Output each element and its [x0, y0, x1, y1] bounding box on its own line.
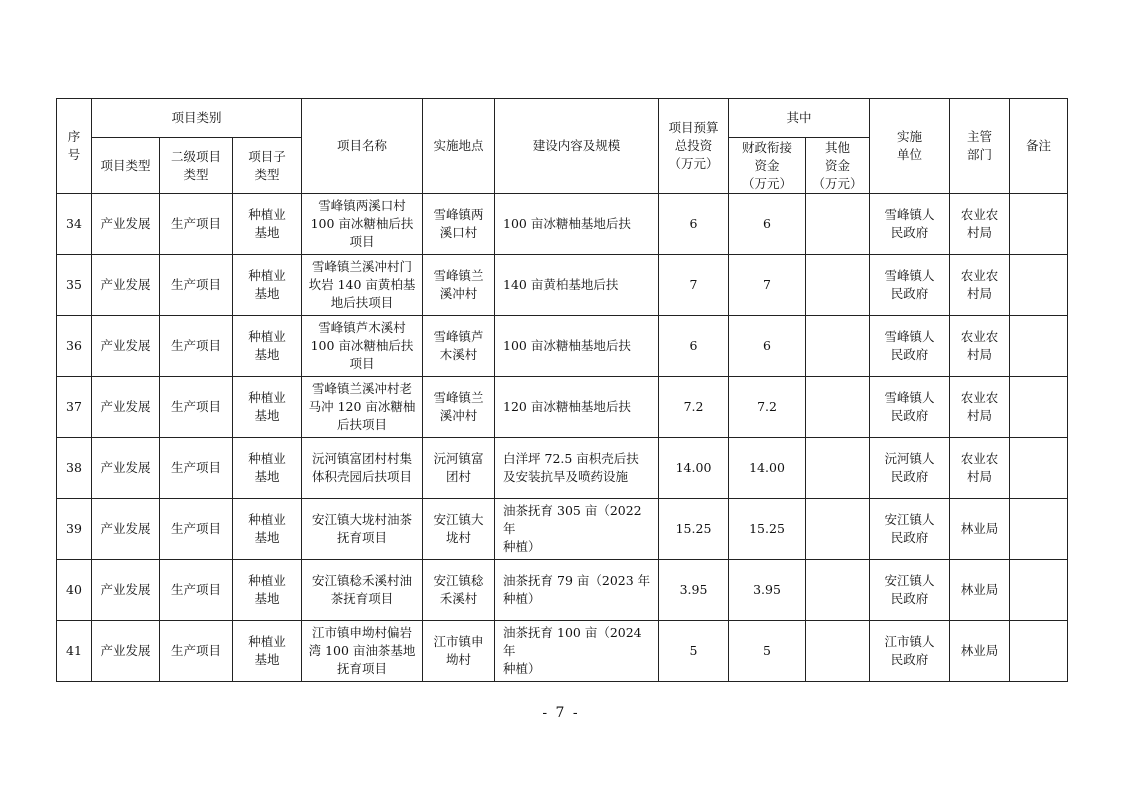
cell-department: 林业局: [950, 621, 1010, 682]
cell-total-budget: 5: [659, 621, 729, 682]
header-fiscal-fund: 财政衔接 资金 （万元）: [729, 138, 806, 194]
cell-project-name: 安江镇稔禾溪村油 茶抚育项目: [302, 560, 423, 621]
cell-sub-type: 种植业 基地: [233, 621, 302, 682]
cell-content: 白洋坪 72.5 亩枳壳后扶 及安装抗旱及喷药设施: [495, 438, 659, 499]
header-remark: 备注: [1010, 99, 1068, 194]
cell-project-name: 雪峰镇兰溪冲村老 马冲 120 亩冰糖柚 后扶项目: [302, 377, 423, 438]
cell-unit: 安江镇人 民政府: [870, 499, 950, 560]
cell-fiscal-fund: 7: [729, 255, 806, 316]
cell-other-fund: [806, 255, 870, 316]
cell-secondary-type: 生产项目: [160, 499, 233, 560]
cell-unit: 雪峰镇人 民政府: [870, 316, 950, 377]
cell-seq: 40: [57, 560, 92, 621]
table-row: [57, 316, 1068, 377]
cell-location: 江市镇申 坳村: [423, 621, 495, 682]
cell-secondary-type: 生产项目: [160, 621, 233, 682]
cell-location: 安江镇大 垅村: [423, 499, 495, 560]
cell-total-budget: 15.25: [659, 499, 729, 560]
header-department: 主管 部门: [950, 99, 1010, 194]
table-row: [57, 438, 1068, 499]
cell-total-budget: 6: [659, 194, 729, 255]
header-project-type: 项目类型: [92, 138, 160, 194]
cell-total-budget: 3.95: [659, 560, 729, 621]
cell-project-name: 雪峰镇兰溪冲村门 坎岩 140 亩黄柏基 地后扶项目: [302, 255, 423, 316]
cell-project-name: 雪峰镇芦木溪村 100 亩冰糖柚后扶 项目: [302, 316, 423, 377]
cell-fiscal-fund: 6: [729, 194, 806, 255]
header-unit: 实施 单位: [870, 99, 950, 194]
cell-other-fund: [806, 194, 870, 255]
cell-total-budget: 6: [659, 316, 729, 377]
cell-remark: [1010, 438, 1068, 499]
cell-project-type: 产业发展: [92, 621, 160, 682]
cell-unit: 雪峰镇人 民政府: [870, 377, 950, 438]
cell-location: 雪峰镇芦 木溪村: [423, 316, 495, 377]
header-other-fund: 其他 资金 （万元）: [806, 138, 870, 194]
cell-secondary-type: 生产项目: [160, 194, 233, 255]
cell-location: 沅河镇富 团村: [423, 438, 495, 499]
cell-seq: 39: [57, 499, 92, 560]
cell-unit: 江市镇人 民政府: [870, 621, 950, 682]
cell-fiscal-fund: 15.25: [729, 499, 806, 560]
cell-project-name: 雪峰镇两溪口村 100 亩冰糖柚后扶 项目: [302, 194, 423, 255]
table-row: [57, 560, 1068, 621]
table-row: [57, 377, 1068, 438]
cell-other-fund: [806, 621, 870, 682]
cell-other-fund: [806, 438, 870, 499]
cell-total-budget: 7.2: [659, 377, 729, 438]
cell-project-type: 产业发展: [92, 255, 160, 316]
cell-project-type: 产业发展: [92, 377, 160, 438]
cell-location: 安江镇稔 禾溪村: [423, 560, 495, 621]
cell-remark: [1010, 377, 1068, 438]
cell-fiscal-fund: 6: [729, 316, 806, 377]
cell-fiscal-fund: 14.00: [729, 438, 806, 499]
header-secondary-type: 二级项目 类型: [160, 138, 233, 194]
table-row: [57, 194, 1068, 255]
cell-other-fund: [806, 377, 870, 438]
cell-seq: 37: [57, 377, 92, 438]
project-table: [56, 98, 1068, 682]
cell-fiscal-fund: 5: [729, 621, 806, 682]
table-row: [57, 621, 1068, 682]
cell-sub-type: 种植业 基地: [233, 377, 302, 438]
cell-remark: [1010, 621, 1068, 682]
cell-remark: [1010, 499, 1068, 560]
cell-seq: 34: [57, 194, 92, 255]
cell-project-type: 产业发展: [92, 499, 160, 560]
header-project-name: 项目名称: [302, 99, 423, 194]
cell-total-budget: 7: [659, 255, 729, 316]
cell-project-type: 产业发展: [92, 560, 160, 621]
header-seq: 序 号: [57, 99, 92, 194]
cell-content: 100 亩冰糖柚基地后扶: [495, 316, 659, 377]
cell-department: 林业局: [950, 499, 1010, 560]
cell-secondary-type: 生产项目: [160, 255, 233, 316]
header-location: 实施地点: [423, 99, 495, 194]
cell-seq: 35: [57, 255, 92, 316]
header-category-group: 项目类别: [92, 99, 302, 138]
cell-sub-type: 种植业 基地: [233, 499, 302, 560]
cell-remark: [1010, 255, 1068, 316]
cell-secondary-type: 生产项目: [160, 438, 233, 499]
cell-location: 雪峰镇兰 溪冲村: [423, 255, 495, 316]
cell-secondary-type: 生产项目: [160, 560, 233, 621]
cell-content: 100 亩冰糖柚基地后扶: [495, 194, 659, 255]
cell-remark: [1010, 316, 1068, 377]
cell-fiscal-fund: 7.2: [729, 377, 806, 438]
cell-seq: 38: [57, 438, 92, 499]
cell-sub-type: 种植业 基地: [233, 255, 302, 316]
header-among-group: 其中: [729, 99, 870, 138]
cell-project-type: 产业发展: [92, 438, 160, 499]
cell-sub-type: 种植业 基地: [233, 560, 302, 621]
cell-seq: 41: [57, 621, 92, 682]
cell-location: 雪峰镇兰 溪冲村: [423, 377, 495, 438]
cell-seq: 36: [57, 316, 92, 377]
cell-content: 油茶抚育 305 亩（2022 年 种植）: [495, 499, 659, 560]
cell-sub-type: 种植业 基地: [233, 438, 302, 499]
cell-total-budget: 14.00: [659, 438, 729, 499]
cell-secondary-type: 生产项目: [160, 377, 233, 438]
cell-remark: [1010, 194, 1068, 255]
cell-unit: 安江镇人 民政府: [870, 560, 950, 621]
cell-project-name: 安江镇大垅村油茶 抚育项目: [302, 499, 423, 560]
cell-department: 农业农 村局: [950, 316, 1010, 377]
cell-unit: 沅河镇人 民政府: [870, 438, 950, 499]
cell-department: 农业农 村局: [950, 377, 1010, 438]
cell-content: 120 亩冰糖柚基地后扶: [495, 377, 659, 438]
cell-secondary-type: 生产项目: [160, 316, 233, 377]
cell-location: 雪峰镇两 溪口村: [423, 194, 495, 255]
cell-other-fund: [806, 560, 870, 621]
cell-department: 林业局: [950, 560, 1010, 621]
cell-content: 油茶抚育 100 亩（2024 年 种植）: [495, 621, 659, 682]
table-row: [57, 499, 1068, 560]
cell-sub-type: 种植业 基地: [233, 194, 302, 255]
cell-project-name: 江市镇申坳村偏岩 湾 100 亩油茶基地 抚育项目: [302, 621, 423, 682]
cell-project-type: 产业发展: [92, 194, 160, 255]
header-total-budget: 项目预算 总投资 （万元）: [659, 99, 729, 194]
cell-unit: 雪峰镇人 民政府: [870, 255, 950, 316]
cell-project-name: 沅河镇富团村村集 体积壳园后扶项目: [302, 438, 423, 499]
cell-content: 油茶抚育 79 亩（2023 年 种植）: [495, 560, 659, 621]
header-content: 建设内容及规模: [495, 99, 659, 194]
cell-content: 140 亩黄柏基地后扶: [495, 255, 659, 316]
cell-remark: [1010, 560, 1068, 621]
page-number: - 7 -: [542, 705, 580, 721]
cell-project-type: 产业发展: [92, 316, 160, 377]
table-header: [57, 99, 1068, 194]
table-row: [57, 255, 1068, 316]
cell-department: 农业农 村局: [950, 255, 1010, 316]
header-sub-type: 项目子 类型: [233, 138, 302, 194]
cell-other-fund: [806, 316, 870, 377]
cell-department: 农业农 村局: [950, 194, 1010, 255]
cell-other-fund: [806, 499, 870, 560]
cell-unit: 雪峰镇人 民政府: [870, 194, 950, 255]
cell-department: 农业农 村局: [950, 438, 1010, 499]
cell-sub-type: 种植业 基地: [233, 316, 302, 377]
table-body: [57, 194, 1068, 682]
cell-fiscal-fund: 3.95: [729, 560, 806, 621]
